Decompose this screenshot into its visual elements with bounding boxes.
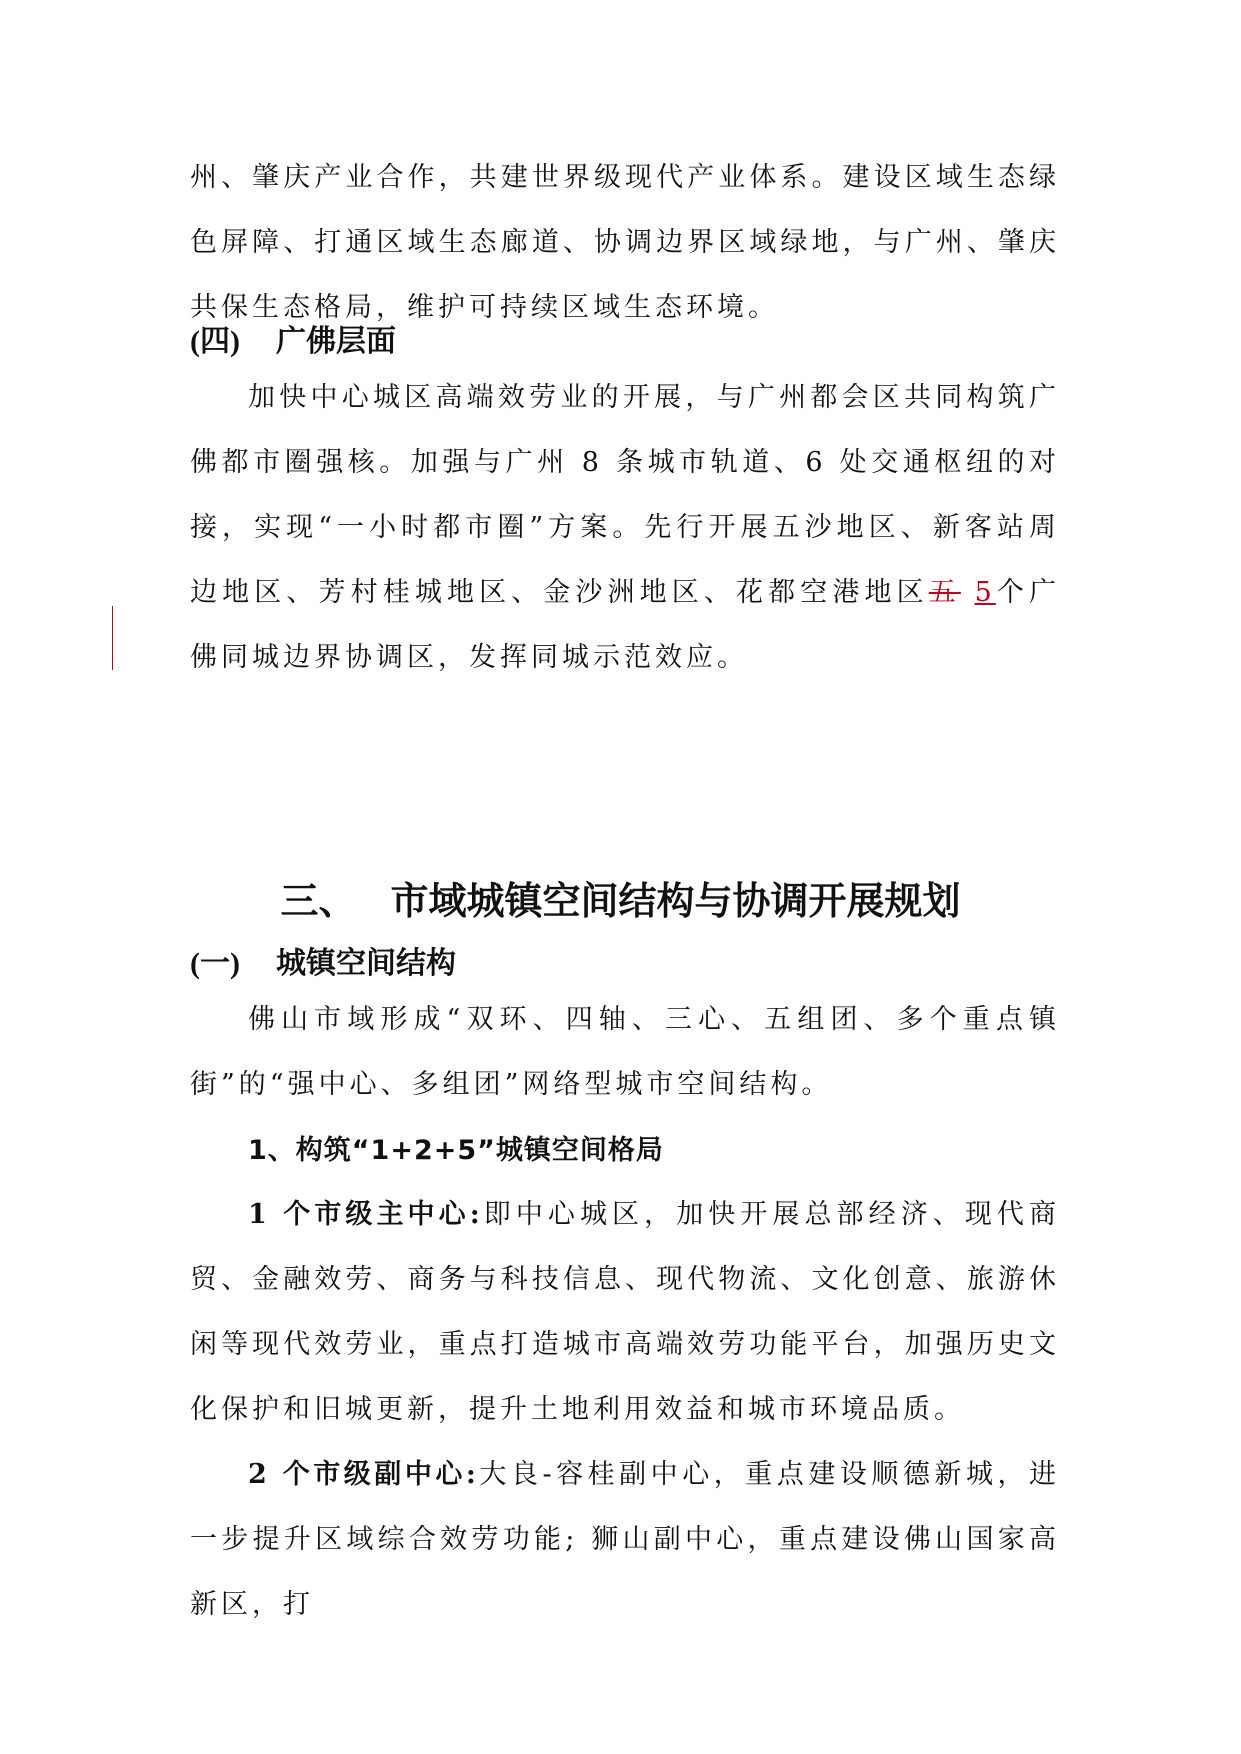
subsection-title: 1、构筑“1+2+5”城镇空间格局 [248, 1135, 664, 1166]
section-title: 广佛层面 [276, 324, 396, 359]
paragraph-sub-center [190, 1442, 1060, 1637]
paragraph-text: 大良-容桂副中心，重点建设顺德新城，进一步提升区域综合效劳功能; 狮山副中心，重点建设佛山国家高新区，打 [190, 1459, 1061, 1620]
paragraph-main-center [190, 1182, 1060, 1442]
tracked-insertion[interactable]: 5 [974, 577, 996, 608]
section-number: (四) [190, 325, 240, 358]
paragraph-text: 个广佛同城边界协调区，发挥同城示范效应。 [190, 577, 1061, 673]
paragraph-guangfo [190, 365, 1060, 690]
subsection-heading [248, 1131, 664, 1171]
chapter-title: 市域城镇空间结构与协调开展规划 [390, 879, 961, 923]
revision-change-bar [112, 606, 113, 670]
chapter-number: 三、 [280, 879, 357, 923]
paragraph-text: 佛山市域形成“双环、四轴、三心、五组团、多个重点镇街”的“强中心、多组团”网络型城市空间结构。 [190, 1004, 1060, 1100]
section-number: (一) [190, 947, 240, 980]
paragraph-urban-structure [190, 987, 1060, 1117]
paragraph-label: 1 个市级主中心: [248, 1199, 483, 1230]
paragraph-label: 2 个市级副中心: [248, 1459, 479, 1490]
section-heading-guangfo [190, 322, 396, 362]
section-title: 城镇空间结构 [276, 946, 456, 981]
paragraph-text: 即中心城区，加快开展总部经济、现代商贸、金融效劳、商务与科技信息、现代物流、文化创意、旅游休闲等现代效劳业，重点打造城市高端效劳功能平台，加强历史文化保护和旧城更新，提升土地利用效益和城市环境品质。 [190, 1199, 1060, 1425]
paragraph-text: 州、肇庆产业合作，共建世界级现代产业体系。建设区域生态绿色屏障、打通区域生态廊道、协调边界区域绿地，与广州、肇庆共保生态格局，维护可持续区域生态环境。 [190, 162, 1060, 323]
chapter-heading [0, 876, 1241, 926]
tracked-deletion[interactable]: 五 [928, 577, 961, 608]
paragraph-industry-ecology [190, 145, 1060, 340]
paragraph-text: 加快中心城区高端效劳业的开展，与广州都会区共同构筑广佛都市圈强核。加强与广州 8 条城市轨道、6 处交通枢纽的对接，实现“一小时都市圈”方案。先行开展五沙地区、新客站周边地区、芳村桂城地区、金沙洲地区、花都空港地区 [190, 382, 1060, 608]
section-heading-urban-structure [190, 944, 456, 984]
